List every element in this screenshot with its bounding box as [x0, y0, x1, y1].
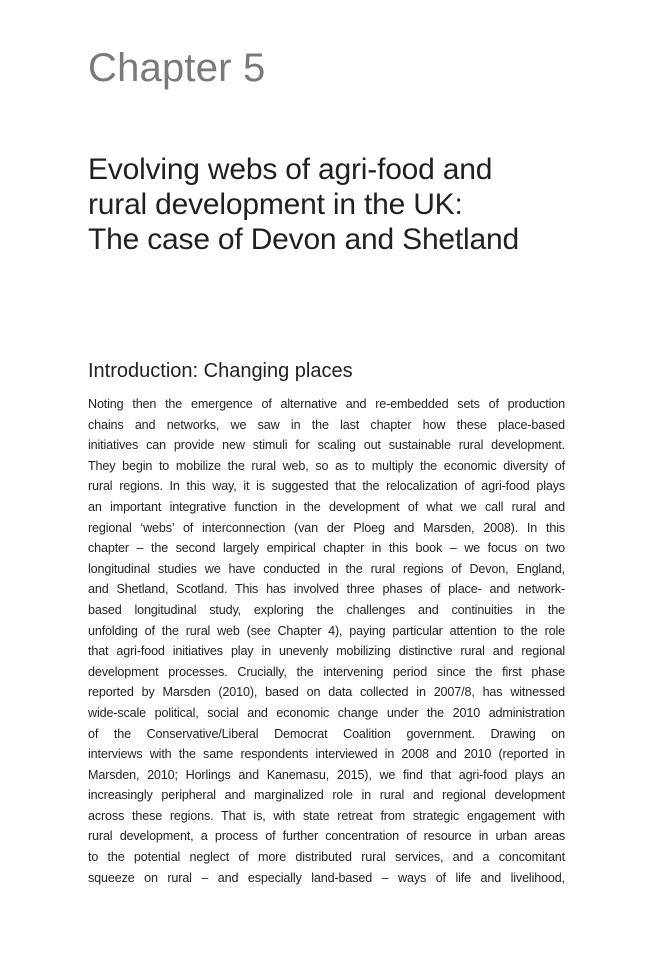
body-paragraph [88, 394, 565, 888]
paragraph-line: and Shetland, Scotland. This has involved three phases of place- and network- [88, 582, 565, 597]
paragraph-line: rural development, a process of further concentration of resource in urban areas [88, 829, 565, 844]
paragraph-line: interviews with the same respondents interviewed in 2008 and 2010 (reported in [88, 747, 565, 762]
chapter-title [88, 152, 588, 257]
paragraph-line: unfolding of the rural web (see Chapter 4), paying particular attention to the role [88, 623, 565, 638]
paragraph-line: wide-scale political, social and economic change under the 2010 administration [88, 705, 565, 720]
paragraph-line: squeeze on rural – and especially land-based – ways of life and livelihood, [88, 870, 565, 885]
paragraph-line: of the Conservative/Liberal Democrat Coalition government. Drawing on [88, 726, 565, 741]
paragraph-line: chains and networks, we saw in the last chapter how these place-based [88, 417, 565, 432]
paragraph-line: that agri-food initiatives play in unevenly mobilizing distinctive rural and regional [88, 644, 565, 659]
chapter-title-line: Evolving webs of agri-food and [88, 153, 493, 186]
paragraph-line: chapter – the second largely empirical chapter in this book – we focus on two [88, 541, 565, 556]
paragraph-line: based longitudinal study, exploring the challenges and continuities in the [88, 602, 565, 617]
paragraph-line: across these regions. That is, with state retreat from strategic engagement with [88, 808, 565, 823]
paragraph-line: Noting then the emergence of alternative and re-embedded sets of production [88, 397, 565, 411]
paragraph-line: reported by Marsden (2010), based on data collected in 2007/8, has witnessed [88, 685, 565, 700]
paragraph-line: regional ‘webs’ of interconnection (van der Ploeg and Marsden, 2008). In this [88, 520, 565, 535]
paragraph-line: initiatives can provide new stimuli for scaling out sustainable rural development. [88, 438, 565, 453]
paragraph-line: an important integrative function in the development of what we call rural and [88, 499, 565, 514]
chapter-title-line: The case of Devon and Shetland [88, 223, 519, 256]
paragraph-line: Marsden, 2010; Horlings and Kanemasu, 2015), we find that agri-food plays an [88, 767, 565, 782]
paragraph-line: rural regions. In this way, it is suggested that the relocalization of agri-food plays [88, 479, 565, 494]
paragraph-line: development processes. Crucially, the intervening period since the first phase [88, 664, 565, 679]
chapter-label: Chapter 5 [88, 46, 266, 90]
section-heading: Introduction: Changing places [88, 360, 353, 382]
paragraph-line: to the potential neglect of more distributed rural services, and a concomitant [88, 850, 565, 865]
paragraph-line: increasingly peripheral and marginalized role in rural and regional development [88, 788, 565, 803]
paragraph-line: They begin to mobilize the rural web, so as to multiply the economic diversity of [88, 458, 565, 473]
paragraph-line: longitudinal studies we have conducted in the rural regions of Devon, England, [88, 561, 565, 576]
chapter-title-line: rural development in the UK: [88, 188, 463, 221]
